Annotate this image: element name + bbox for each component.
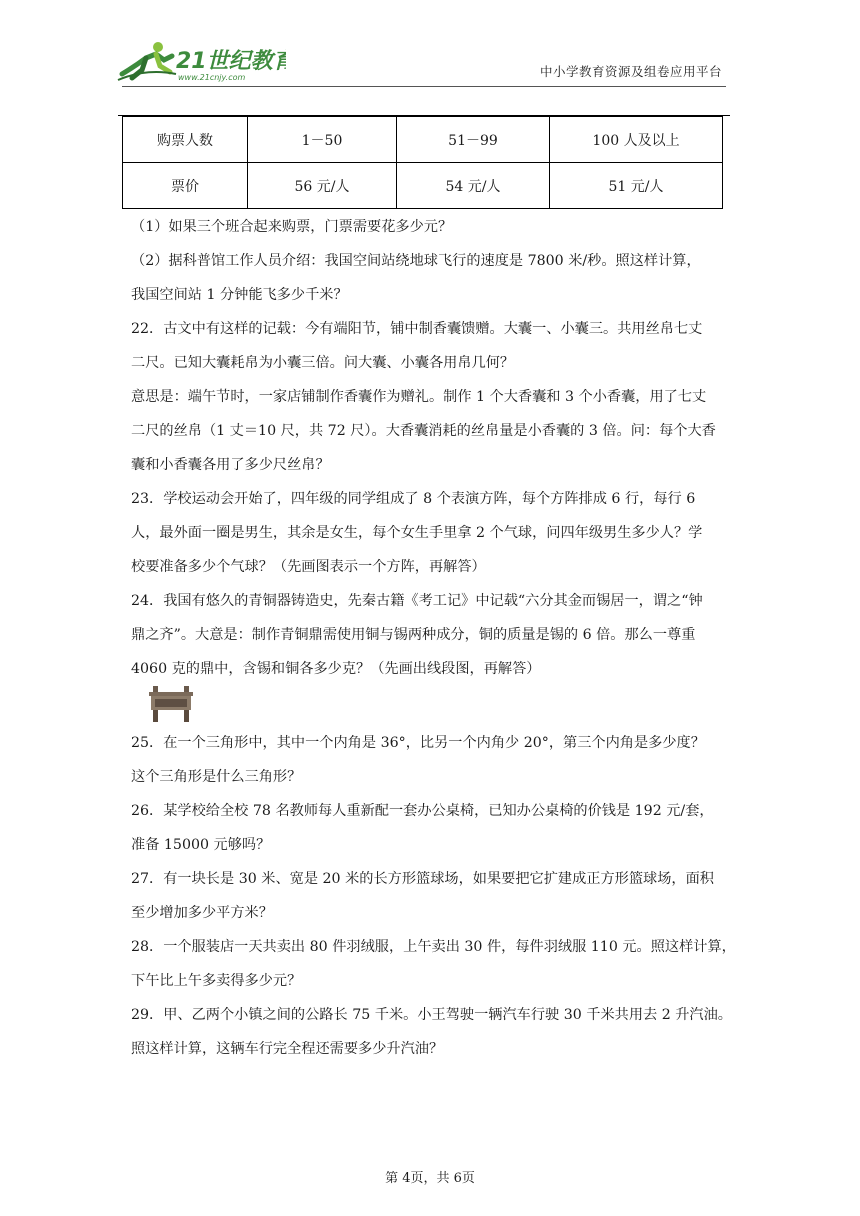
question-text: 照这样计算，这辆车行完全程还需要多少升汽油？: [131, 1041, 444, 1057]
table-row: [123, 163, 723, 209]
question-text: 25．在一个三角形中，其中一个内角是 36°，比另一个内角少 20°，第三个内角是多少度？: [131, 735, 705, 751]
question-text: 人，最外面一圈是男生，其余是女生，每个女生手里拿 2 个气球，问四年级男生多少人？学: [131, 525, 703, 541]
site-logo: [116, 38, 286, 86]
question-text: 27．有一块长是 30 米、宽是 20 米的长方形篮球场，如果要把它扩建成正方形篮球场，面积: [131, 871, 714, 887]
question-text: 28．一个服装店一天共卖出 80 件羽绒服，上午卖出 30 件，每件羽绒服 110 元。照这样计算，: [131, 939, 736, 955]
question-text: 4060 克的鼎中，含锡和铜各多少克？（先画出线段图，再解答）: [131, 661, 541, 677]
question-text: （1）如果三个班合起来购票，门票需要花多少元？: [131, 219, 453, 235]
table-cell: 56 元/人: [248, 163, 397, 209]
question-text: 24．我国有悠久的青铜器铸造史，先秦古籍《考工记》中记载“六分其金而锡居一，谓之“钟: [131, 593, 703, 609]
logo-url: www.21cnjy.com: [178, 73, 246, 82]
question-text: 鼎之齐”。大意是：制作青铜鼎需使用铜与锡两种成分，铜的质量是锡的 6 倍。那么一尊重: [131, 627, 696, 643]
question-text: 这个三角形是什么三角形？: [131, 769, 302, 785]
runner-icon: [116, 38, 286, 86]
table-cell: 购票人数: [123, 117, 248, 163]
table-cell: 1－50: [248, 117, 397, 163]
table-cell: 51 元/人: [550, 163, 723, 209]
question-text: 囊和小香囊各用了多少尺丝帛？: [131, 457, 330, 473]
question-text: 校要准备多少个气球？（先画图表示一个方阵，再解答）: [131, 559, 486, 575]
question-text: 二尺。已知大囊耗帛为小囊三倍。问大囊、小囊各用帛几何？: [131, 355, 515, 371]
question-text: 意思是：端午节时，一家店铺制作香囊作为赠礼。制作 1 个大香囊和 3 个小香囊，用了七丈: [131, 389, 707, 405]
header-divider: [122, 86, 726, 87]
table-cell: 54 元/人: [397, 163, 550, 209]
question-text: 22．古文中有这样的记载：今有端阳节，铺中制香囊馈赠。大囊一、小囊三。共用丝帛七丈: [131, 321, 703, 337]
question-text: 至少增加多少平方米？: [131, 905, 273, 921]
table-cell: 51－99: [397, 117, 550, 163]
question-text: 下午比上午多卖得多少元？: [131, 973, 302, 989]
table-cell: 票价: [123, 163, 248, 209]
question-text: 准备 15000 元够吗？: [131, 837, 271, 853]
platform-name: 中小学教育资源及组卷应用平台: [540, 64, 723, 79]
question-text: 29．甲、乙两个小镇之间的公路长 75 千米。小王驾驶一辆汽车行驶 30 千米共用去 2 升汽油。: [131, 1007, 732, 1023]
table-cell: 100 人及以上: [550, 117, 723, 163]
page-number: 第 4页，共 6页: [385, 1171, 475, 1186]
logo-text: 21世纪教育: [176, 49, 286, 74]
question-text: 二尺的丝帛（1 丈＝10 尺，共 72 尺）。大香囊消耗的丝帛量是小香囊的 3 倍。问：每个大香: [131, 423, 716, 439]
question-text: 23．学校运动会开始了，四年级的同学组成了 8 个表演方阵，每个方阵排成 6 行，每行 6: [131, 491, 696, 507]
question-text: （2）据科普馆工作人员介绍：我国空间站绕地球飞行的速度是 7800 米/秒。照这样计算，: [131, 253, 701, 269]
table-row: [123, 117, 723, 163]
question-text: 我国空间站 1 分钟能飞多少千米？: [131, 287, 348, 303]
bronze-ding-image: [147, 686, 195, 722]
question-text: 26．某学校给全校 78 名教师每人重新配一套办公桌椅，已知办公桌椅的价钱是 192 元/套，: [131, 803, 714, 819]
ticket-price-table: [122, 116, 723, 209]
